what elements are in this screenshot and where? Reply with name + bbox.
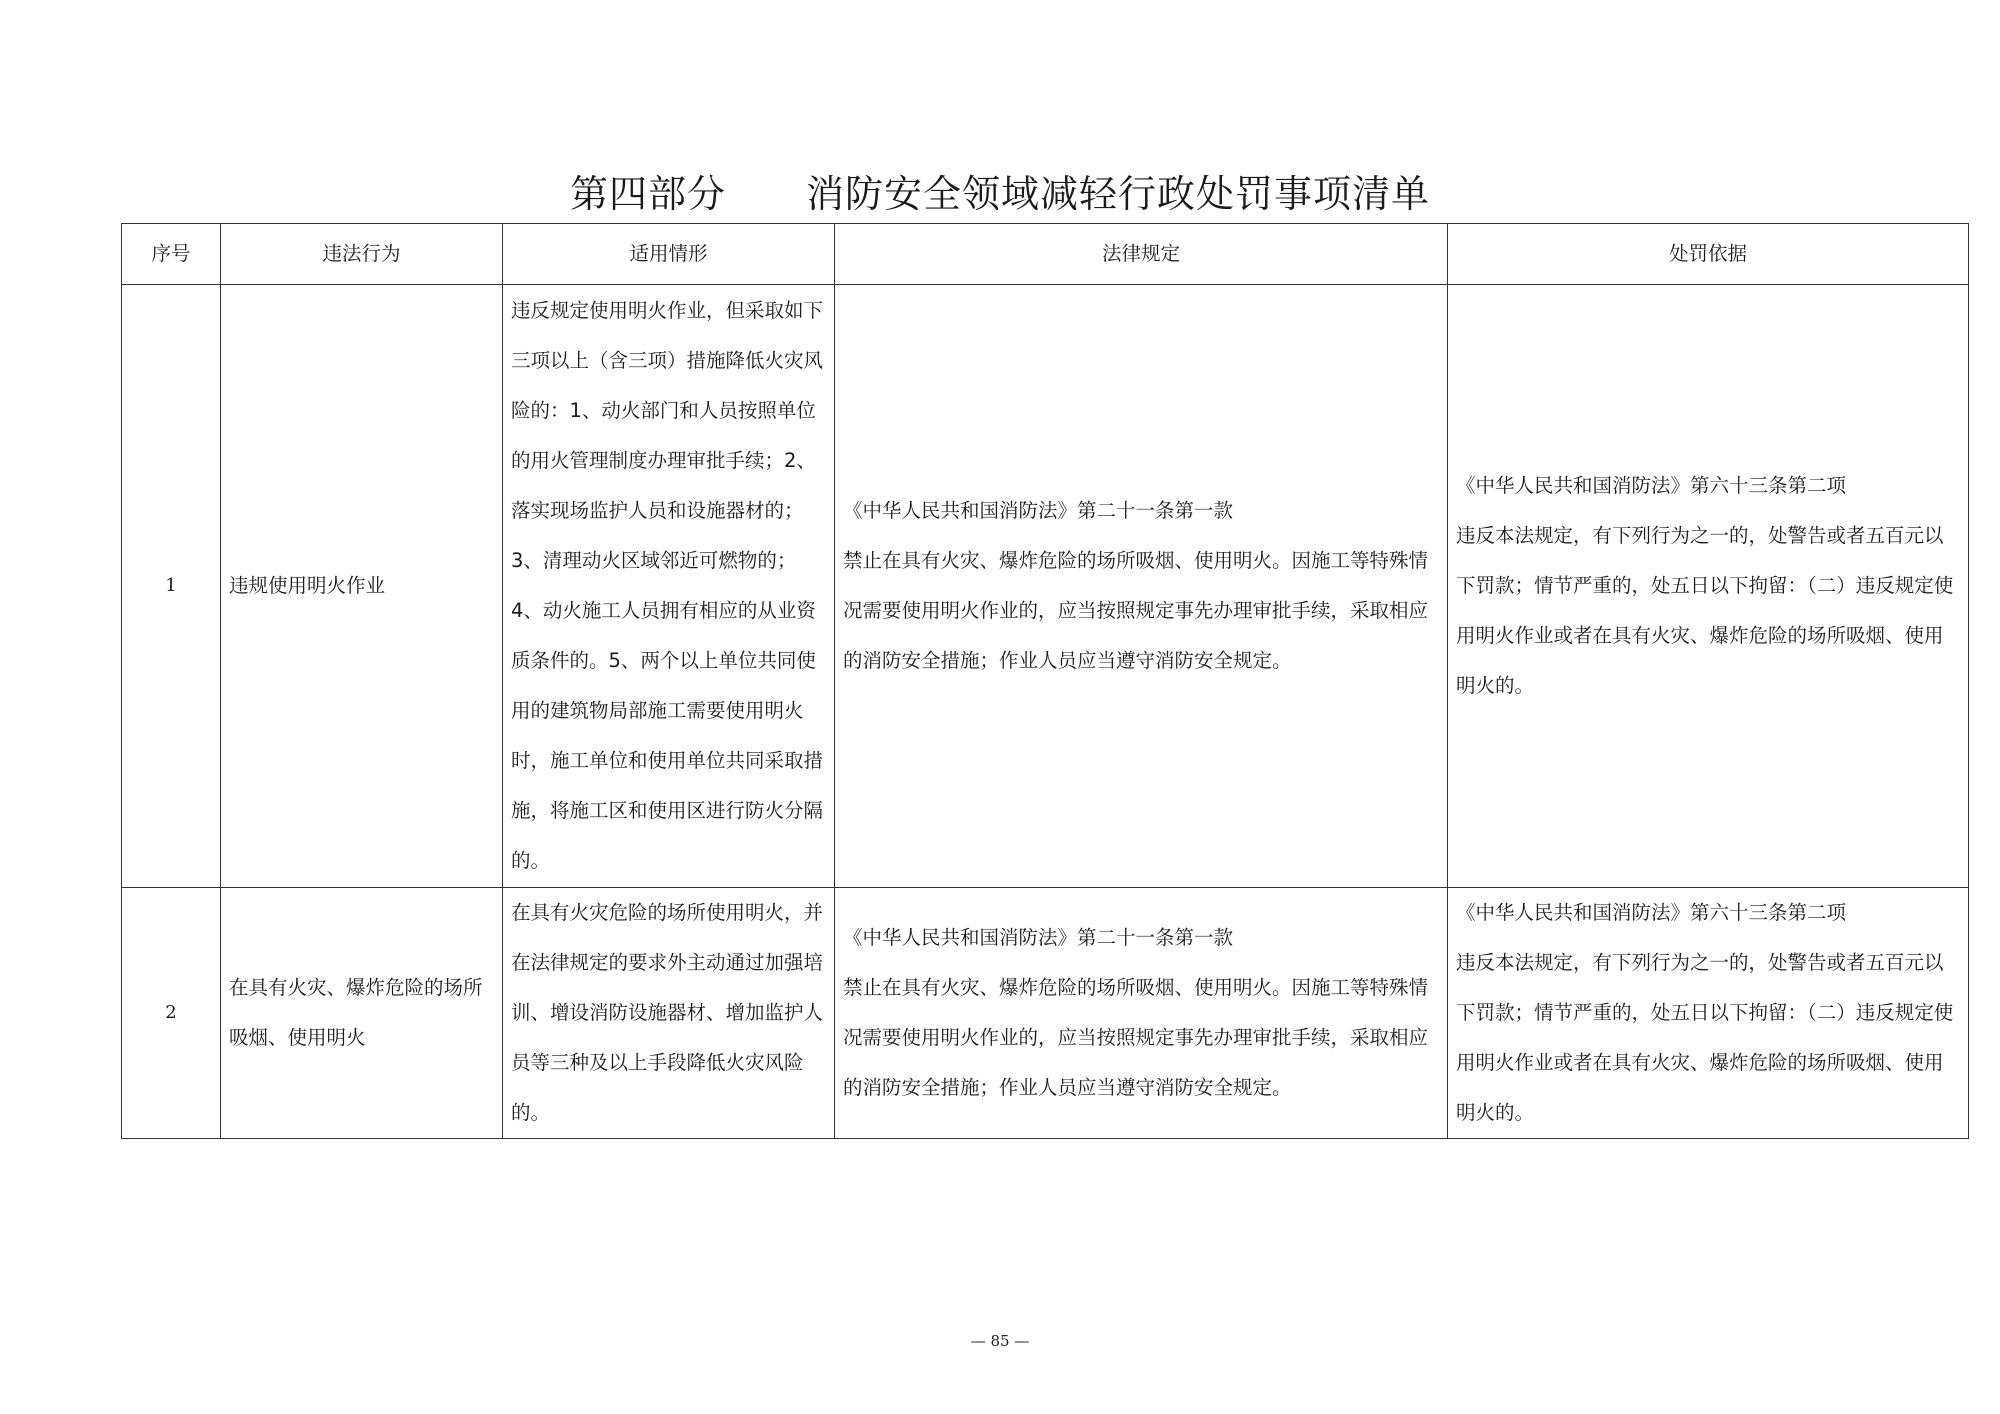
page-title bbox=[0, 166, 2000, 222]
header-legal: 法律规定 bbox=[835, 224, 1448, 285]
cell-basis bbox=[1448, 888, 1969, 1139]
header-basis: 处罚依据 bbox=[1448, 224, 1969, 285]
cell-situation: 违反规定使用明火作业，但采取如下三项以上（含三项）措施降低火灾风险的：1、动火部门和人员按照单位的用火管理制度办理审批手续；2、落实现场监护人员和设施器材的；3、清理动火区域邻近可燃物的；4、动火施工人员拥有相应的从业资质条件的。5、两个以上单位共同使用的建筑物局部施工需要使用明火时，施工单位和使用单位共同采取措施，将施工区和使用区进行防火分隔的。 bbox=[503, 285, 835, 888]
cell-basis bbox=[1448, 285, 1969, 888]
cell-situation: 在具有火灾危险的场所使用明火，并在法律规定的要求外主动通过加强培训、增设消防设施器材、增加监护人员等三种及以上手段降低火灾风险的。 bbox=[503, 888, 835, 1139]
header-violation: 违法行为 bbox=[221, 224, 503, 285]
legal-title: 《中华人民共和国消防法》第二十一条第一款 bbox=[843, 926, 1234, 949]
basis-title: 《中华人民共和国消防法》第六十三条第二项 bbox=[1456, 901, 1847, 924]
basis-text: 违反本法规定，有下列行为之一的，处警告或者五百元以下罚款；情节严重的，处五日以下拘留：（二）违反规定使用明火作业或者在具有火灾、爆炸危险的场所吸烟、使用明火的。 bbox=[1456, 951, 1954, 1124]
penalty-table bbox=[121, 223, 1969, 1139]
cell-seq: 1 bbox=[122, 285, 221, 888]
cell-violation: 在具有火灾、爆炸危险的场所吸烟、使用明火 bbox=[221, 888, 503, 1139]
page-title-name: 消防安全领域减轻行政处罚事项清单 bbox=[806, 172, 1431, 216]
cell-violation: 违规使用明火作业 bbox=[221, 285, 503, 888]
cell-legal bbox=[835, 888, 1448, 1139]
header-situation: 适用情形 bbox=[503, 224, 835, 285]
legal-text: 禁止在具有火灾、爆炸危险的场所吸烟、使用明火。因施工等特殊情况需要使用明火作业的，应当按照规定事先办理审批手续，采取相应的消防安全措施；作业人员应当遵守消防安全规定。 bbox=[843, 976, 1429, 1099]
header-seq: 序号 bbox=[122, 224, 221, 285]
legal-title: 《中华人民共和国消防法》第二十一条第一款 bbox=[843, 499, 1234, 522]
cell-seq: 2 bbox=[122, 888, 221, 1139]
table-row bbox=[122, 888, 1969, 1139]
page-title-part: 第四部分 bbox=[569, 172, 726, 216]
page-number: — 85 — bbox=[970, 1332, 1030, 1350]
basis-title: 《中华人民共和国消防法》第六十三条第二项 bbox=[1456, 474, 1847, 497]
table-row bbox=[122, 285, 1969, 888]
table-header-row bbox=[122, 224, 1969, 285]
basis-text: 违反本法规定，有下列行为之一的，处警告或者五百元以下罚款；情节严重的，处五日以下拘留：（二）违反规定使用明火作业或者在具有火灾、爆炸危险的场所吸烟、使用明火的。 bbox=[1456, 524, 1954, 697]
cell-legal bbox=[835, 285, 1448, 888]
legal-text: 禁止在具有火灾、爆炸危险的场所吸烟、使用明火。因施工等特殊情况需要使用明火作业的，应当按照规定事先办理审批手续，采取相应的消防安全措施；作业人员应当遵守消防安全规定。 bbox=[843, 549, 1429, 672]
